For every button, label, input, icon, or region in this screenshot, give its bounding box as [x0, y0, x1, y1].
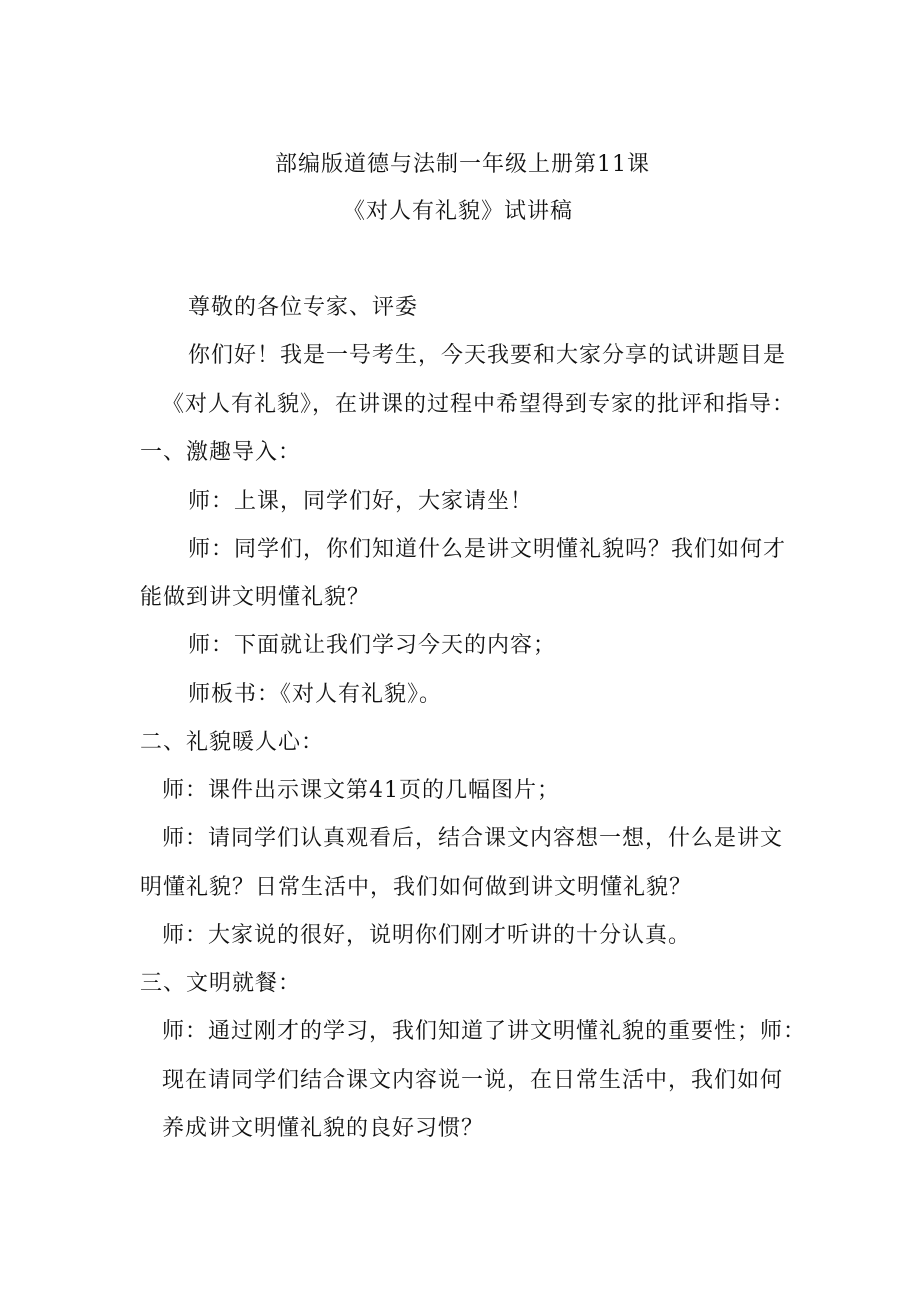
section-2-heading: 二、礼貌暖人心： — [140, 730, 325, 755]
section-1-paragraph-2-line-2: 能做到讲文明懂礼貌？ — [140, 585, 371, 610]
section-3-paragraph-1-line-2: 现在请同学们结合课文内容说一说，在日常生活中，我们如何 — [162, 1068, 784, 1093]
section-1-paragraph-1: 师：上课，同学们好，大家请坐！ — [188, 489, 534, 514]
section-3-paragraph-1-line-1: 师：通过刚才的学习，我们知道了讲文明懂礼貌的重要性；师： — [162, 1019, 807, 1044]
document-title-line-2: 《对人有礼貌》试讲稿 — [343, 199, 574, 224]
section-1-heading: 一、激趣导入： — [140, 440, 302, 465]
section-3-heading: 三、文明就餐： — [140, 971, 302, 996]
section-1-paragraph-4: 师板书：《对人有礼貌》。 — [188, 682, 443, 707]
section-2-paragraph-2-line-2: 明懂礼貌？日常生活中，我们如何做到讲文明懂礼貌？ — [140, 875, 693, 900]
section-3-paragraph-1-line-3: 养成讲文明懂礼貌的良好习惯？ — [162, 1116, 485, 1141]
section-2-paragraph-3: 师：大家说的很好，说明你们刚才听讲的十分认真。 — [162, 923, 692, 948]
salutation: 尊敬的各位专家、评委 — [188, 295, 419, 320]
section-2-paragraph-1: 师：课件出示课文第41页的几幅图片； — [162, 778, 560, 803]
section-2-paragraph-2-line-1: 师：请同学们认真观看后，结合课文内容想一想，什么是讲文 — [162, 826, 784, 851]
intro-line-1: 你们好！我是一号考生，今天我要和大家分享的试讲题目是 — [188, 343, 787, 368]
section-1-paragraph-3: 师：下面就让我们学习今天的内容； — [188, 633, 557, 658]
document-title-line-1: 部编版道德与法制一年级上册第11课 — [275, 152, 650, 177]
section-1-paragraph-2-line-1: 师：同学们，你们知道什么是讲文明懂礼貌吗？我们如何才 — [188, 537, 787, 562]
intro-line-2: 《对人有礼貌》，在讲课的过程中希望得到专家的批评和指导： — [162, 392, 796, 417]
